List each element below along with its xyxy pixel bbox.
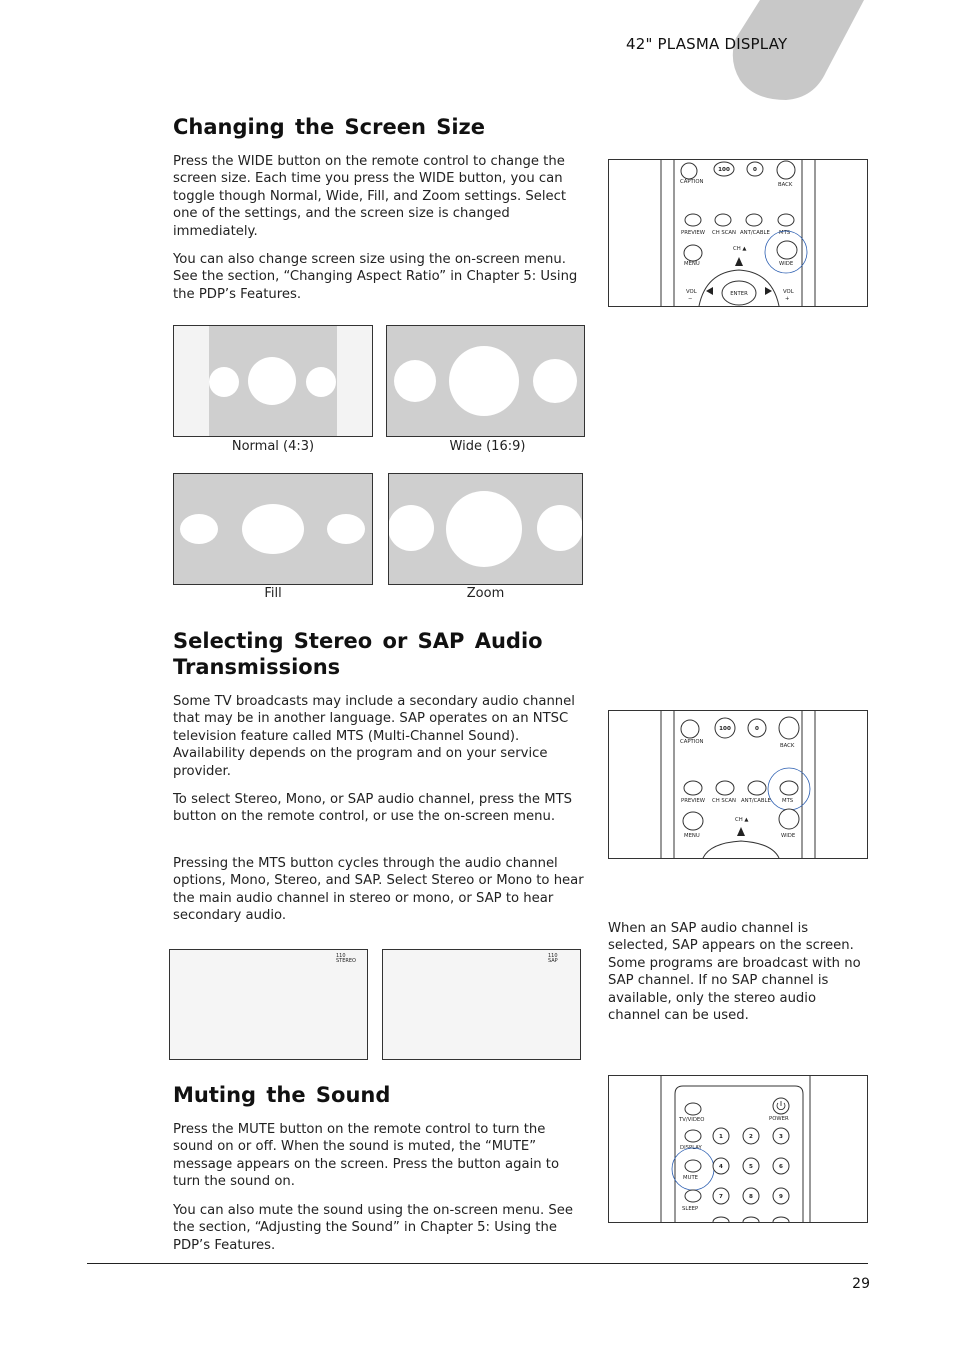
remote-label-vol-left: VOL xyxy=(686,289,697,295)
remote2-label-mts: MTS xyxy=(782,798,794,804)
caption-normal: Normal (4:3) xyxy=(231,439,315,454)
remote-label-ch: CH ▲ xyxy=(733,246,747,252)
section-heading-mute: Muting the Sound xyxy=(173,1083,391,1107)
remote3-label-tvvideo: TV/VIDEO xyxy=(679,1117,705,1123)
remote-label-100: 100 xyxy=(718,167,730,173)
remote-label-chscan: CH SCAN xyxy=(712,230,737,236)
remote-illustration-mts xyxy=(608,710,868,859)
osd-sap-mode: SAP xyxy=(548,958,558,964)
remote3-key-8: 8 xyxy=(749,1194,753,1200)
section-heading-stereo-sap-line1: Selecting Stereo or SAP Audio xyxy=(173,629,543,653)
remote2-label-preview: PREVIEW xyxy=(681,798,705,804)
remote-label-mts: MTS xyxy=(779,230,791,236)
remote2-label-ch: CH ▲ xyxy=(735,817,749,823)
remote3-key-9: 9 xyxy=(779,1194,783,1200)
osd-stereo-mode: STEREO xyxy=(336,958,356,964)
remote2-label-chscan: CH SCAN xyxy=(712,798,737,804)
remote-label-wide: WIDE xyxy=(779,261,794,267)
remote3-key-6: 6 xyxy=(779,1164,783,1170)
remote3-key-3: 3 xyxy=(779,1134,783,1140)
remote-illustration-wide xyxy=(608,159,868,307)
remote-label-menu: MENU xyxy=(684,261,700,267)
caption-zoom: Zoom xyxy=(466,586,505,601)
header-title: 42" PLASMA DISPLAY xyxy=(626,35,788,53)
remote-label-enter: ENTER xyxy=(730,291,748,297)
remote2-label-menu: MENU xyxy=(684,833,700,839)
mute-paragraph-2: You can also mute the sound using the on-screen menu. See the section, “Adjusting the Sound” in Chapter 5: Using the PDP’s Features. xyxy=(173,1203,573,1253)
remote3-label-sleep: SLEEP xyxy=(682,1206,699,1212)
remote3-key-5: 5 xyxy=(749,1164,753,1170)
illustration-normal xyxy=(173,325,373,437)
mute-paragraph-1: Press the MUTE button on the remote control to turn the sound on or off. When the sound is muted, the “MUTE” message appears on the screen. Press the button again to turn the sound on. xyxy=(173,1122,560,1190)
remote-illustration-mute xyxy=(608,1075,868,1223)
illustration-zoom xyxy=(388,473,583,585)
caption-fill: Fill xyxy=(264,586,282,601)
remote3-key-7: 7 xyxy=(719,1194,723,1200)
remote3-label-power: POWER xyxy=(769,1116,789,1122)
stereo-sap-paragraph-1: Some TV broadcasts may include a secondary audio channel that may be in another language. SAP operates on an NTSC television feature called MTS (Multi-Channel Sound). Availability depends on the program and on your service provider. xyxy=(173,694,575,779)
stereo-sap-paragraph-2: To select Stereo, Mono, or SAP audio channel, press the MTS button on the remote control, or use the on-screen menu. xyxy=(173,792,573,825)
page-number: 29 xyxy=(852,1276,870,1292)
remote-label-0: 0 xyxy=(753,167,757,173)
sap-note: When an SAP audio channel is selected, SAP appears on the screen. Some programs are broadcast with no SAP channel. If no SAP channel is available, only the stereo audio channel can be used. xyxy=(608,921,861,1024)
osd-illustration-sap xyxy=(382,949,581,1060)
remote2-label-back: BACK xyxy=(780,743,795,749)
stereo-sap-paragraph-3: Pressing the MTS button cycles through the audio channel options, Mono, Stereo, and SAP. Select Stereo or Mono to hear the main audio channel in stereo or mono, or SAP to hear secondary audio. xyxy=(173,856,584,924)
caption-wide: Wide (16:9) xyxy=(449,439,526,454)
remote2-label-antcable: ANT/CABLE xyxy=(741,798,771,804)
section-heading-stereo-sap-line2: Transmissions xyxy=(173,655,341,679)
remote-label-antcable: ANT/CABLE xyxy=(740,230,770,236)
remote-label-vol-right: VOL xyxy=(783,289,794,295)
osd-sap-channel: 110 xyxy=(548,953,558,959)
illustration-fill xyxy=(173,473,373,585)
remote-label-caption: CAPTION xyxy=(680,179,704,185)
remote2-label-0: 0 xyxy=(755,726,759,732)
remote-label-plus: + xyxy=(785,296,790,302)
remote-label-back: BACK xyxy=(778,182,793,188)
remote3-key-4: 4 xyxy=(719,1164,723,1170)
illustration-wide xyxy=(386,325,585,437)
footer-rule xyxy=(87,1263,868,1264)
remote3-label-display: DISPLAY xyxy=(680,1145,702,1151)
section-heading-screen-size: Changing the Screen Size xyxy=(173,115,486,139)
remote-label-preview: PREVIEW xyxy=(681,230,705,236)
remote3-key-2: 2 xyxy=(749,1134,753,1140)
screen-size-paragraph-2: You can also change screen size using the on-screen menu. See the section, “Changing Aspect Ratio” in Chapter 5: Using the PDP’s Features. xyxy=(173,252,578,302)
remote3-label-mute: MUTE xyxy=(683,1175,699,1181)
remote-label-minus: − xyxy=(688,296,693,302)
remote3-key-1: 1 xyxy=(719,1134,723,1140)
remote2-label-100: 100 xyxy=(719,726,731,732)
remote2-label-caption: CAPTION xyxy=(680,739,704,745)
remote2-label-wide: WIDE xyxy=(781,833,796,839)
osd-illustration-stereo xyxy=(169,949,368,1060)
osd-stereo-channel: 110 xyxy=(336,953,346,959)
screen-size-paragraph-1: Press the WIDE button on the remote control to change the screen size. Each time you press the WIDE button, you can toggle though Normal, Wide, Fill, and Zoom settings. Select one of the settings, and the screen size is changed immediately. xyxy=(173,154,567,239)
